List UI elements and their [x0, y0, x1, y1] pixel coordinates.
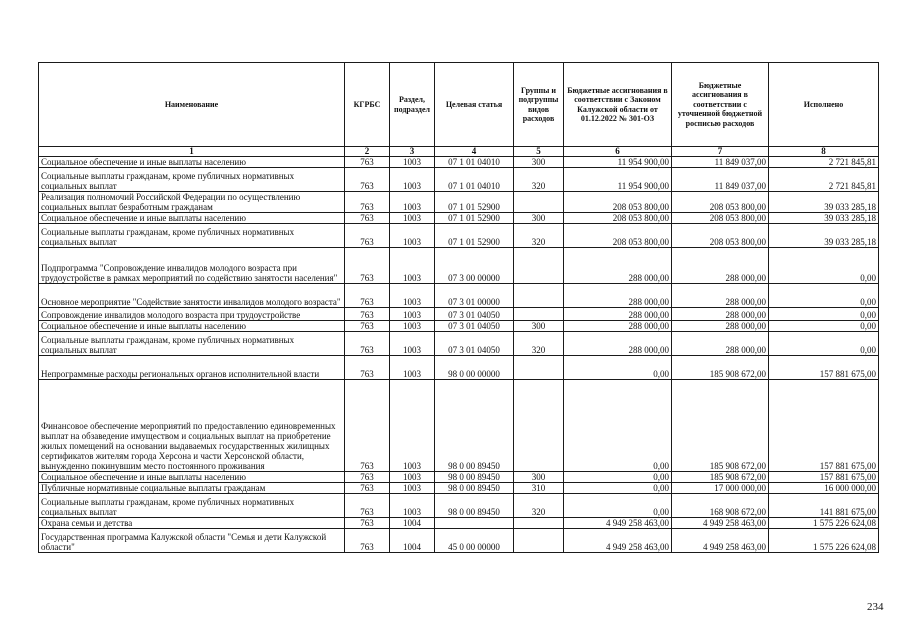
table-row: [39, 494, 879, 518]
budget-table: [38, 62, 879, 553]
cell-name: Социальные выплаты гражданам, кроме публичных нормативных социальных выплат: [39, 332, 345, 356]
cell-razdel: 1004: [390, 529, 435, 553]
cell-statya: 98 0 00 89450: [435, 380, 514, 472]
cell-utoch: 11 849 037,00: [672, 168, 769, 192]
cell-ispolneno: 1 575 226 624,08: [769, 529, 879, 553]
cell-name: Реализация полномочий Российской Федерации по осуществлению социальных выплат безработным гражданам: [39, 192, 345, 213]
cell-statya: 07 1 01 52900: [435, 213, 514, 224]
cell-ispolneno: 39 033 285,18: [769, 213, 879, 224]
col-number: 2: [345, 147, 390, 157]
cell-kgrbs: 763: [345, 224, 390, 248]
cell-budget: 0,00: [564, 483, 672, 494]
col-number: 6: [564, 147, 672, 157]
cell-name: Охрана семьи и детства: [39, 518, 345, 529]
cell-budget: 208 053 800,00: [564, 224, 672, 248]
cell-vid: [514, 284, 564, 308]
cell-razdel: 1003: [390, 356, 435, 380]
table-row: [39, 380, 879, 472]
cell-razdel: 1003: [390, 380, 435, 472]
cell-budget: 0,00: [564, 494, 672, 518]
cell-kgrbs: 763: [345, 284, 390, 308]
cell-vid: 320: [514, 332, 564, 356]
cell-utoch: 185 908 672,00: [672, 472, 769, 483]
cell-razdel: 1003: [390, 284, 435, 308]
cell-statya: 98 0 00 89450: [435, 483, 514, 494]
cell-razdel: 1003: [390, 472, 435, 483]
table-row: [39, 483, 879, 494]
cell-kgrbs: 763: [345, 321, 390, 332]
cell-utoch: 4 949 258 463,00: [672, 518, 769, 529]
cell-budget: 0,00: [564, 380, 672, 472]
cell-vid: 300: [514, 157, 564, 168]
cell-statya: 07 3 01 00000: [435, 284, 514, 308]
cell-ispolneno: 39 033 285,18: [769, 192, 879, 213]
cell-statya: 07 3 01 04050: [435, 332, 514, 356]
cell-kgrbs: 763: [345, 213, 390, 224]
cell-vid: [514, 248, 564, 284]
cell-name: Подпрограмма "Сопровождение инвалидов молодого возраста при трудоустройстве в рамках мероприятий по содействию занятости населения": [39, 248, 345, 284]
col-number: 1: [39, 147, 345, 157]
table-row: [39, 192, 879, 213]
cell-budget: 288 000,00: [564, 332, 672, 356]
col-number: 5: [514, 147, 564, 157]
table-row: [39, 529, 879, 553]
cell-kgrbs: 763: [345, 332, 390, 356]
cell-ispolneno: 39 033 285,18: [769, 224, 879, 248]
cell-name: Социальные выплаты гражданам, кроме публичных нормативных социальных выплат: [39, 494, 345, 518]
cell-name: Социальные выплаты гражданам, кроме публичных нормативных социальных выплат: [39, 168, 345, 192]
cell-kgrbs: 763: [345, 472, 390, 483]
cell-utoch: 288 000,00: [672, 284, 769, 308]
cell-kgrbs: 763: [345, 518, 390, 529]
cell-vid: 320: [514, 168, 564, 192]
cell-utoch: 288 000,00: [672, 248, 769, 284]
cell-budget: 208 053 800,00: [564, 192, 672, 213]
table-row: [39, 157, 879, 168]
cell-kgrbs: 763: [345, 494, 390, 518]
cell-statya: 07 3 00 00000: [435, 248, 514, 284]
cell-name: Сопровождение инвалидов молодого возраста при трудоустройстве: [39, 308, 345, 321]
cell-budget: 288 000,00: [564, 248, 672, 284]
cell-vid: [514, 308, 564, 321]
col-number: 4: [435, 147, 514, 157]
cell-kgrbs: 763: [345, 168, 390, 192]
table-row: [39, 321, 879, 332]
cell-vid: 320: [514, 224, 564, 248]
cell-budget: 4 949 258 463,00: [564, 518, 672, 529]
cell-ispolneno: 0,00: [769, 321, 879, 332]
cell-ispolneno: 157 881 675,00: [769, 356, 879, 380]
header-row: [39, 63, 879, 147]
cell-vid: 300: [514, 321, 564, 332]
cell-name: Социальное обеспечение и иные выплаты населению: [39, 472, 345, 483]
table-row: [39, 284, 879, 308]
cell-budget: 0,00: [564, 472, 672, 483]
cell-statya: 98 0 00 89450: [435, 472, 514, 483]
cell-budget: 11 954 900,00: [564, 168, 672, 192]
cell-razdel: 1003: [390, 213, 435, 224]
cell-vid: [514, 192, 564, 213]
cell-name: Социальное обеспечение и иные выплаты населению: [39, 213, 345, 224]
cell-razdel: 1003: [390, 483, 435, 494]
cell-kgrbs: 763: [345, 529, 390, 553]
col-header-name: Наименование: [39, 63, 345, 147]
col-header-razdel: Раздел, подраздел: [390, 63, 435, 147]
col-header-utoch: Бюджетные ассигнования в соответствии с уточненной бюджетной росписью расходов: [672, 63, 769, 147]
cell-statya: 07 1 01 04010: [435, 157, 514, 168]
cell-ispolneno: 2 721 845,81: [769, 157, 879, 168]
col-header-ispolneno: Исполнено: [769, 63, 879, 147]
col-header-vid: Группы и подгруппы видов расходов: [514, 63, 564, 147]
cell-ispolneno: 1 575 226 624,08: [769, 518, 879, 529]
cell-statya: 07 3 01 04050: [435, 321, 514, 332]
table-row: [39, 356, 879, 380]
col-number: 3: [390, 147, 435, 157]
table-row: [39, 248, 879, 284]
table-row: [39, 224, 879, 248]
cell-razdel: 1003: [390, 321, 435, 332]
cell-statya: 07 1 01 04010: [435, 168, 514, 192]
cell-statya: 07 3 01 04050: [435, 308, 514, 321]
cell-utoch: 208 053 800,00: [672, 224, 769, 248]
cell-ispolneno: 157 881 675,00: [769, 472, 879, 483]
cell-ispolneno: 141 881 675,00: [769, 494, 879, 518]
cell-budget: 11 954 900,00: [564, 157, 672, 168]
cell-budget: 0,00: [564, 356, 672, 380]
cell-budget: 288 000,00: [564, 284, 672, 308]
cell-utoch: 11 849 037,00: [672, 157, 769, 168]
cell-vid: 320: [514, 494, 564, 518]
cell-razdel: 1003: [390, 308, 435, 321]
cell-utoch: 288 000,00: [672, 321, 769, 332]
page-number: 234: [867, 601, 884, 613]
table-row: [39, 168, 879, 192]
cell-utoch: 4 949 258 463,00: [672, 529, 769, 553]
table-row: [39, 332, 879, 356]
cell-name: Государственная программа Калужской области "Семья и дети Калужской области": [39, 529, 345, 553]
cell-statya: [435, 518, 514, 529]
cell-ispolneno: 0,00: [769, 308, 879, 321]
cell-razdel: 1003: [390, 157, 435, 168]
cell-ispolneno: 0,00: [769, 284, 879, 308]
cell-name: Непрограммные расходы региональных органов исполнительной власти: [39, 356, 345, 380]
cell-razdel: 1004: [390, 518, 435, 529]
cell-statya: 07 1 01 52900: [435, 192, 514, 213]
col-number: 7: [672, 147, 769, 157]
cell-budget: 4 949 258 463,00: [564, 529, 672, 553]
cell-ispolneno: 2 721 845,81: [769, 168, 879, 192]
table-row: [39, 308, 879, 321]
cell-utoch: 208 053 800,00: [672, 213, 769, 224]
cell-utoch: 288 000,00: [672, 308, 769, 321]
cell-vid: 300: [514, 213, 564, 224]
cell-kgrbs: 763: [345, 356, 390, 380]
cell-name: Основное мероприятие "Содействие занятости инвалидов молодого возраста": [39, 284, 345, 308]
cell-budget: 208 053 800,00: [564, 213, 672, 224]
cell-name: Публичные нормативные социальные выплаты гражданам: [39, 483, 345, 494]
col-number: 8: [769, 147, 879, 157]
cell-utoch: 17 000 000,00: [672, 483, 769, 494]
cell-kgrbs: 763: [345, 248, 390, 284]
cell-budget: 288 000,00: [564, 321, 672, 332]
cell-statya: 98 0 00 00000: [435, 356, 514, 380]
cell-kgrbs: 763: [345, 192, 390, 213]
table-row: [39, 213, 879, 224]
cell-razdel: 1003: [390, 168, 435, 192]
cell-ispolneno: 157 881 675,00: [769, 380, 879, 472]
cell-razdel: 1003: [390, 192, 435, 213]
column-number-row: [39, 147, 879, 157]
cell-ispolneno: 16 000 000,00: [769, 483, 879, 494]
cell-ispolneno: 0,00: [769, 248, 879, 284]
cell-razdel: 1003: [390, 248, 435, 284]
cell-utoch: 185 908 672,00: [672, 380, 769, 472]
cell-name: Социальное обеспечение и иные выплаты населению: [39, 321, 345, 332]
cell-statya: 98 0 00 89450: [435, 494, 514, 518]
table-row: [39, 518, 879, 529]
cell-utoch: 288 000,00: [672, 332, 769, 356]
cell-razdel: 1003: [390, 332, 435, 356]
cell-kgrbs: 763: [345, 483, 390, 494]
cell-name: Социальные выплаты гражданам, кроме публичных нормативных социальных выплат: [39, 224, 345, 248]
cell-utoch: 168 908 672,00: [672, 494, 769, 518]
cell-name: Социальное обеспечение и иные выплаты населению: [39, 157, 345, 168]
cell-statya: 07 1 01 52900: [435, 224, 514, 248]
cell-utoch: 208 053 800,00: [672, 192, 769, 213]
cell-razdel: 1003: [390, 224, 435, 248]
cell-vid: [514, 529, 564, 553]
col-header-kgrbs: КГРБС: [345, 63, 390, 147]
cell-statya: 45 0 00 00000: [435, 529, 514, 553]
cell-razdel: 1003: [390, 494, 435, 518]
cell-kgrbs: 763: [345, 380, 390, 472]
table-row: [39, 472, 879, 483]
col-header-budget: Бюджетные ассигнования в соответствии с Законом Калужской области от 01.12.2022 № 301-ОЗ: [564, 63, 672, 147]
cell-budget: 288 000,00: [564, 308, 672, 321]
cell-vid: [514, 380, 564, 472]
cell-name: Финансовое обеспечение мероприятий по предоставлению единовременных выплат на обзаведение имуществом и социальных выплат на приобретение жилых помещений на основании выдаваемых государственных жилищных сертификатов жителям города Херсона и части Херсонской области, вынужденно покинувшим место постоянного проживания: [39, 380, 345, 472]
cell-kgrbs: 763: [345, 157, 390, 168]
cell-vid: 300: [514, 472, 564, 483]
cell-vid: 310: [514, 483, 564, 494]
cell-vid: [514, 356, 564, 380]
cell-utoch: 185 908 672,00: [672, 356, 769, 380]
col-header-statya: Целевая статья: [435, 63, 514, 147]
cell-ispolneno: 0,00: [769, 332, 879, 356]
cell-kgrbs: 763: [345, 308, 390, 321]
cell-vid: [514, 518, 564, 529]
